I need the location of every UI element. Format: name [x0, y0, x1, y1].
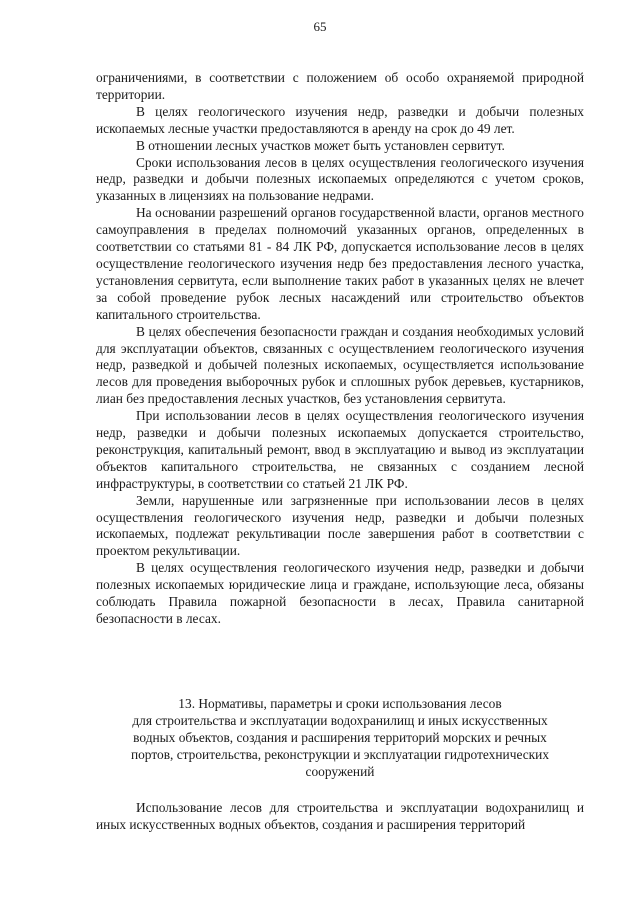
section-heading	[96, 696, 584, 781]
section-heading-line: сооружений	[305, 763, 375, 779]
paragraph: ограничениями, в соответствии с положением об особо охраняемой природной территории.	[96, 70, 584, 102]
section-heading-line: 13. Нормативы, параметры и сроки использования лесов	[178, 696, 502, 711]
section-heading-line: водных объектов, создания и расширения территорий морских и речных	[133, 729, 547, 745]
paragraph: Сроки использования лесов в целях осуществления геологического изучения недр, разведки и добычи полезных ископаемых определяются с учетом сроков, указанных в лицензиях на пользование недрами.	[96, 154, 584, 204]
paragraph: На основании разрешений органов государственной власти, органов местного самоуправления в пределах полномочий указанных органов, определенных в соответствии со статьями 81 - 84 ЛК РФ, допускается использование лесов в целях осуществление геологического изучения недр без предоставления лесного участка, установления сервитута, если выполнение таких работ в указанных целях не влечет за собой проведение рубок лесных насаждений или строительство объектов капитального строительства.	[96, 205, 584, 322]
paragraph: В целях осуществления геологического изучения недр, разведки и добычи полезных ископаемых юридические лица и граждане, использующие леса, обязаны соблюдать Правила пожарной безопасности в лесах, Правила санитарной безопасности в лесах.	[96, 560, 584, 626]
body-text	[96, 70, 584, 628]
paragraph: Использование лесов для строительства и эксплуатации водохранилищ и иных искусственных водных объектов, создания и расширения территорий	[96, 800, 584, 832]
section-heading-line: для строительства и эксплуатации водохранилищ и иных искусственных	[132, 712, 548, 728]
paragraph: В целях обеспечения безопасности граждан и создания необходимых условий для эксплуатации объектов, связанных с осуществлением геологического изучения недр, разведкой и добычей полезных ископаемых, осуществляется использование лесов для проведения выборочных рубок и сплошных рубок деревьев, кустарников, лиан без предоставления лесных участков, без установления сервитута.	[96, 323, 584, 407]
paragraph: В целях геологического изучения недр, разведки и добычи полезных ископаемых лесные участки предоставляются в аренду на срок до 49 лет.	[96, 103, 584, 136]
paragraph: При использовании лесов в целях осуществления геологического изучения недр, разведки и добычи полезных ископаемых допускается строительство, реконструкция, капитальный ремонт, ввод в эксплуатацию и вывод из эксплуатации объектов капитального строительства, не связанных с созданием лесной инфраструктуры, в соответствии со статьей 21 ЛК РФ.	[96, 408, 584, 491]
page-number: 65	[313, 19, 327, 34]
paragraph: В отношении лесных участков может быть установлен сервитут.	[136, 137, 505, 153]
paragraph: Земли, нарушенные или загрязненные при использовании лесов в целях осуществления геологического изучения недр, разведки и добычи полезных ископаемых, подлежат рекультивации после завершения работ в соответствии с проектом рекультивации.	[96, 492, 584, 559]
section-heading-line: портов, строительства, реконструкции и эксплуатации гидротехнических	[130, 746, 550, 762]
tail-text	[96, 800, 584, 834]
